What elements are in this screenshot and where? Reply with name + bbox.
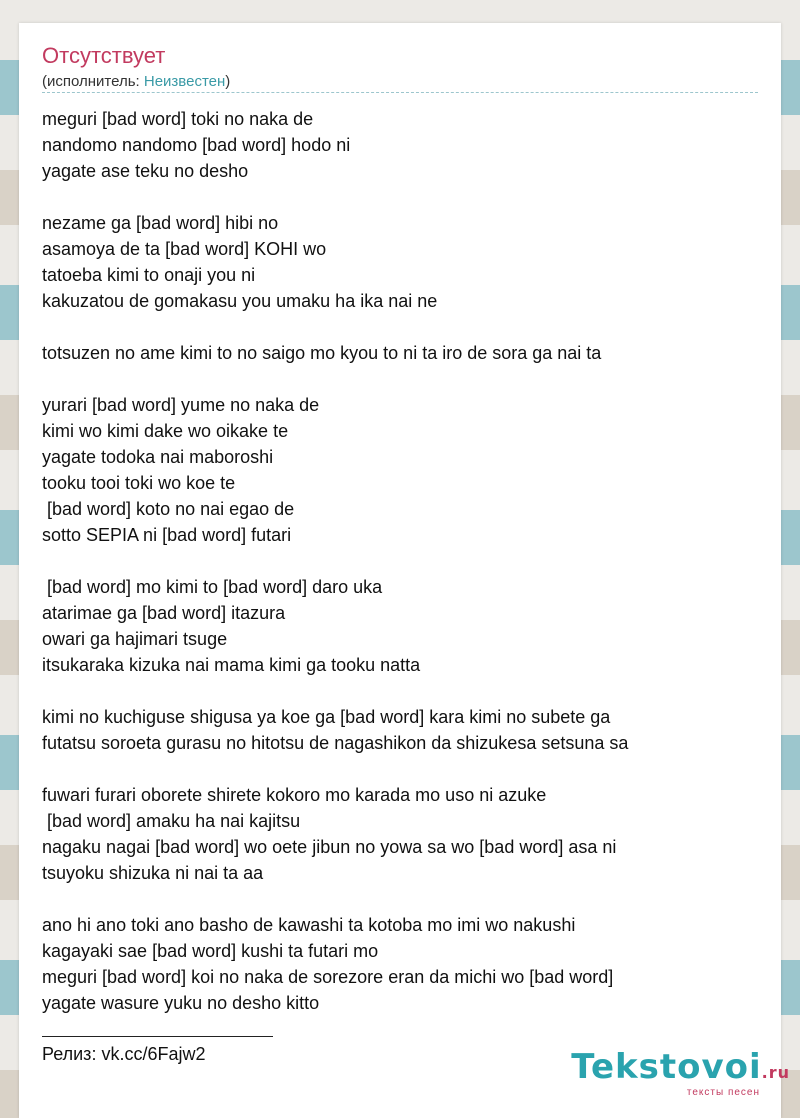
logo-main-text: Tekstovoi xyxy=(571,1047,762,1087)
artist-link[interactable]: Неизвестен xyxy=(143,73,226,90)
footer-rule xyxy=(42,1036,273,1037)
logo-tagline: тексты песен xyxy=(686,1087,760,1098)
lyrics-text: meguri [bad word] toki no naka de nandomo nandomo [bad word] hodo ni yagate ase teku no desho nezame ga [bad word] hibi no asamoya de ta [bad word] KOHI wo tatoeba kimi to onaji you ni kakuzatou de gomakasu you umaku ha ika nai ne totsuzen no ame kimi to no saigo mo kyou to ni ta iro de sora ga nai ta yurari [bad word] yume no naka de kimi wo kimi dake wo oikake te yagate todoka nai maboroshi tooku tooi toki wo koe te [bad word] koto no nai egao de sotto SEPIA ni [bad word] futari [bad word] mo kimi to [bad word] daro uka atarimae ga [bad word] itazura owari ga hajimari tsuge itsukaraka kizuka nai mama kimi ga tooku natta kimi no kuchiguse shigusa ya koe ga [bad word] kara kimi no subete ga futatsu soroeta gurasu no hitotsu de nagashikon da shizukesa setsuna sa fuwari furari oborete shirete kokoro mo karada mo uso ni azuke [bad word] amaku ha nai kajitsu nagaku nagai [bad word] wo oete jibun no yowa sa wo [bad word] asa ni tsuyoku shizuka ni nai ta aa ano hi ano toki ano basho de kawashi ta kotoba mo imi wo nakushi kagayaki sae [bad word] kushi ta futari mo meguri [bad word] koi no naka de sorezore eran da michi wo [bad word] yagate wasure yuku no desho kitto xyxy=(42,109,629,1013)
song-title: Отсутствует xyxy=(42,43,166,68)
header-divider xyxy=(42,92,758,93)
artist-prefix: (исполнитель: xyxy=(42,73,144,90)
release-line: Релиз: vk.cc/6Fajw2 xyxy=(42,1044,206,1064)
artist-line xyxy=(42,73,230,91)
lyrics-page xyxy=(19,23,781,1118)
artist-suffix: ) xyxy=(225,73,231,90)
logo-tld: .ru xyxy=(761,1063,790,1082)
site-logo[interactable] xyxy=(571,1049,790,1098)
logo-wordmark xyxy=(571,1049,790,1091)
